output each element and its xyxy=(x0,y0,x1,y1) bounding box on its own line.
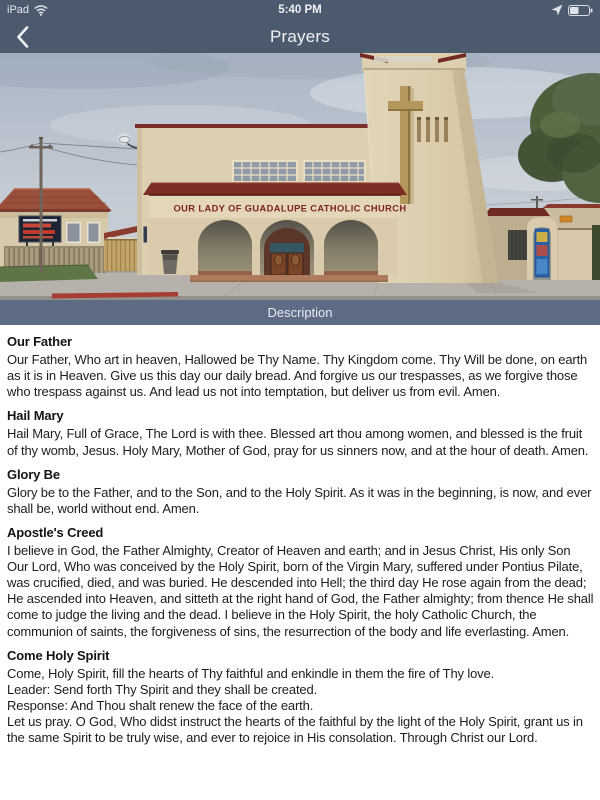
page-title: Prayers xyxy=(270,26,330,46)
nav-bar xyxy=(0,20,600,53)
church-sign-text: OUR LADY OF GUADALUPE CATHOLIC CHURCH xyxy=(173,203,407,214)
side-gate xyxy=(104,226,138,271)
prayer-text: Glory be to the Father, and to the Son, and to the Holy Spirit. As it was in the beginning, is now, and ever shall be, world without end. Amen. xyxy=(7,484,592,516)
prayer-heading: Glory Be xyxy=(7,466,60,482)
banner-mural xyxy=(535,229,549,277)
prayer-text: I believe in God, the Father Almighty, Creator of Heaven and earth; and in Jesus Christ, His only Son Our Lord, Who was conceived by the Holy Spirit, born of the Virgin Mary, suffered under Pontius Pilate, was crucified, died, and was buried. He descended into Hell; the third day He rose again from the dead; He ascended into Heaven, and sitteth at the right hand of God, the Father almighty; from thence He shall come to judge the living and the dead. I believe in the Holy Spirit, the holy Catholic Church, the communion of saints, the forgiveness of sins, the resurrection of the body and life everlasting. Amen. xyxy=(7,543,594,639)
wifi-icon xyxy=(34,5,48,16)
device-label: iPad xyxy=(7,4,30,16)
prayer-heading: Come Holy Spirit xyxy=(7,647,110,663)
chevron-left-icon xyxy=(16,26,29,48)
entrance-portico xyxy=(143,183,407,282)
prayer-text: Come, Holy Spirit, fill the hearts of Thy faithful and enkindle in them the fire of Thy love. xyxy=(7,665,495,681)
prayers-content[interactable] xyxy=(0,325,600,800)
church-photo xyxy=(0,53,600,300)
battery-icon xyxy=(568,5,593,16)
trash-can xyxy=(161,250,179,274)
status-bar xyxy=(0,0,600,20)
status-time: 5:40 PM xyxy=(278,4,322,16)
back-button[interactable] xyxy=(16,25,36,49)
prayer-heading: Our Father xyxy=(7,334,72,349)
prayer-heading: Apostle's Creed xyxy=(7,524,104,540)
prayer-text: Hail Mary, Full of Grace, The Lord is with thee. Blessed art thou among women, and blessed is the fruit of thy womb, Jesus. Holy Mary, Mother of God, pray for us sinners now, and at the hour of death. Amen. xyxy=(7,426,589,458)
prayer-text: Response: And Thou shalt renew the face of the earth. xyxy=(7,697,314,713)
church-doors xyxy=(264,228,310,275)
description-tab[interactable] xyxy=(0,300,600,325)
prayer-text: Leader: Send forth Thy Spirit and they shall be created. xyxy=(7,681,318,697)
prayer-text: Let us pray. O God, Who didst instruct the hearts of the faithful by the light of the Holy Spirit, grant us in the same Spirit to be truly wise, and ever to rejoice in His consolation. Through Christ our Lord. xyxy=(7,713,583,746)
prayer-heading: Hail Mary xyxy=(7,408,64,424)
location-arrow-icon xyxy=(551,4,563,16)
prayer-text: Our Father, Who art in heaven, Hallowed be Thy Name. Thy Kingdom come. Thy Will be done, on earth as it is in Heaven. Give us this day our daily bread. And forgive us our trespasses, as we forgive those who trespass against us. And lead us not into temptation, but deliver us from evil. Amen. xyxy=(7,352,588,400)
description-label: Description xyxy=(267,305,333,320)
neighbor-house xyxy=(0,189,112,282)
